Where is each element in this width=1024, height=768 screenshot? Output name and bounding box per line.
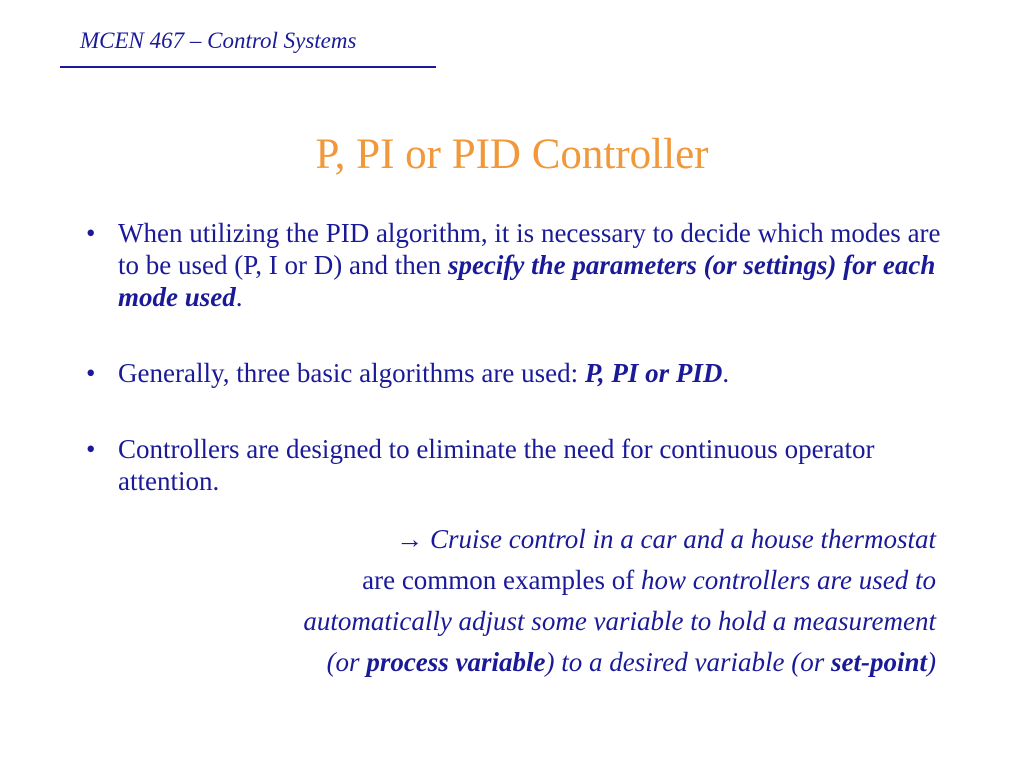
example-text: are common examples of xyxy=(362,565,642,595)
example-block xyxy=(100,519,936,683)
bullet-emphasis: specify the parameters (or settings) for each mode used xyxy=(118,250,936,312)
example-text: ) xyxy=(927,647,936,677)
term-process-variable: process variable xyxy=(366,647,546,677)
bullet-text: Generally, three basic algorithms are used: xyxy=(118,358,585,388)
bullet-item-algorithms xyxy=(80,357,950,389)
bullet-marker: • xyxy=(86,358,96,388)
bullet-emphasis: P, PI or PID xyxy=(584,358,723,388)
example-line-4 xyxy=(100,642,936,683)
bullet-item-pid-modes xyxy=(80,217,950,313)
example-line-3: automatically adjust some variable to hold a measurement xyxy=(303,606,936,636)
arrow-icon: → xyxy=(396,524,424,554)
example-line-2 xyxy=(100,560,936,601)
bullet-marker: • xyxy=(86,434,96,464)
example-text: (or xyxy=(326,647,367,677)
example-text: ) to a desired variable (or xyxy=(545,647,831,677)
bullet-list xyxy=(80,217,950,497)
bullet-text: When utilizing the PID algorithm, it is necessary to decide which modes are to be used (P, I or D) and then xyxy=(118,218,941,280)
bullet-punctuation: . xyxy=(722,358,730,388)
bullet-punctuation: . xyxy=(235,282,243,312)
bullet-marker: • xyxy=(86,218,96,248)
example-text: Cruise control in a car and a house thermostat xyxy=(430,524,936,554)
header-divider xyxy=(60,66,436,68)
bullet-text: Controllers are designed to eliminate the need for continuous operator attention. xyxy=(118,434,875,496)
slide-title: P, PI or PID Controller xyxy=(315,131,709,178)
term-set-point: set-point xyxy=(830,647,927,677)
example-line-1 xyxy=(100,519,936,560)
course-header: MCEN 467 – Control Systems xyxy=(80,28,357,53)
example-text: how controllers are used to xyxy=(641,565,936,595)
bullet-item-controllers xyxy=(80,433,950,497)
